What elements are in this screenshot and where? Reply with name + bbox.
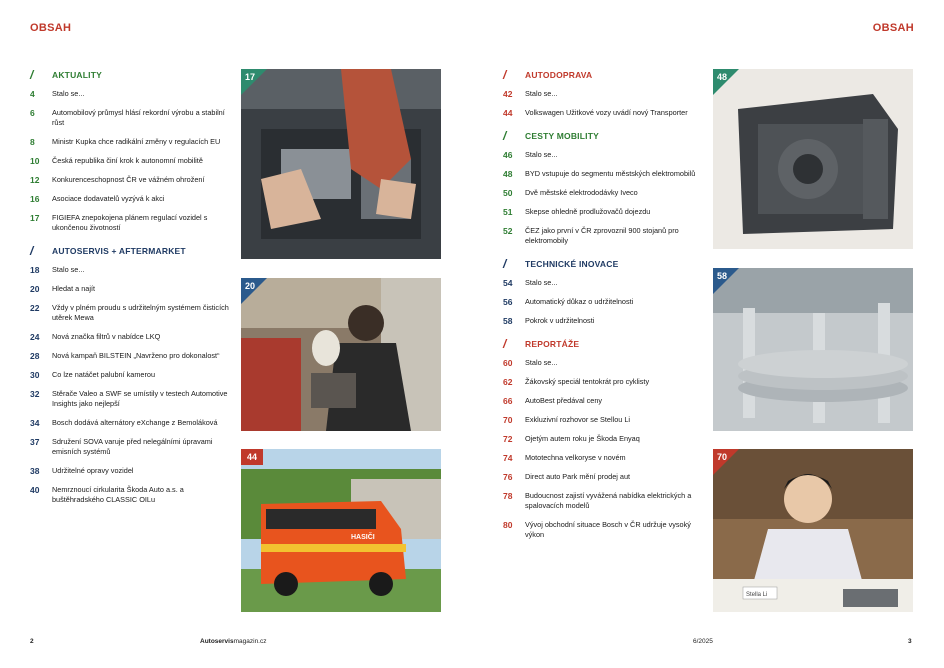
toc-entry[interactable] xyxy=(503,297,708,307)
entry-title: Dvě městské elektrododávky Iveco xyxy=(525,188,638,197)
page-number: 72 xyxy=(503,434,513,444)
page-number: 10 xyxy=(30,156,40,166)
page-number: 20 xyxy=(30,284,40,294)
entry-title: Budoucnost zajistí vyvážená nabídka elektrických a spalovacích modelů xyxy=(525,491,692,510)
page-number: 70 xyxy=(503,415,513,425)
site-logo-bold: Autoservis xyxy=(200,638,234,645)
section-title: AUTOSERVIS + AFTERMARKET xyxy=(52,246,186,256)
toc-entry[interactable] xyxy=(30,194,235,204)
page-number: 48 xyxy=(503,169,513,179)
entry-title: FIGIEFA znepokojena plánem regulací vozidel s ukončenou životností xyxy=(52,213,208,232)
page-number-left: 2 xyxy=(30,638,34,645)
toc-entry[interactable] xyxy=(503,491,708,511)
toc-entry[interactable] xyxy=(30,156,235,166)
engine-work-illustration xyxy=(241,69,441,259)
photo-badge-number: 48 xyxy=(717,72,728,82)
page-number: 24 xyxy=(30,332,40,342)
section-title: REPORTÁŽE xyxy=(525,339,580,349)
page-number: 74 xyxy=(503,453,513,463)
toc-entry[interactable] xyxy=(503,108,708,118)
entry-title: Direct auto Park mění prodej aut xyxy=(525,472,631,481)
page-number: 40 xyxy=(30,485,40,495)
toc-entry[interactable] xyxy=(503,415,708,425)
entry-title: Stalo se... xyxy=(52,265,85,274)
entry-title: Ojetým autem roku je Škoda Enyaq xyxy=(525,434,640,443)
page-number: 30 xyxy=(30,370,40,380)
toc-entry[interactable] xyxy=(30,303,235,323)
page-number: 12 xyxy=(30,175,40,185)
page-number: 17 xyxy=(30,213,40,223)
section-cesty-mobility xyxy=(503,127,708,246)
section-title: AKTUALITY xyxy=(52,70,102,80)
page-number: 46 xyxy=(503,150,513,160)
entry-title: Hledat a najít xyxy=(52,284,95,293)
page-number: 8 xyxy=(30,137,35,147)
toc-entry[interactable] xyxy=(30,418,235,428)
entry-title: Ministr Kupka chce radikální změny v regulacích EU xyxy=(52,137,221,146)
toc-right-column xyxy=(503,66,708,549)
entry-title: Udržitelné opravy vozidel xyxy=(52,466,134,475)
van-side-text: HASIČI xyxy=(351,534,375,541)
entry-title: BYD vstupuje do segmentu městských elektromobilů xyxy=(525,169,696,178)
entry-title: Stalo se... xyxy=(525,89,558,98)
section-title: CESTY MOBILITY xyxy=(525,131,599,141)
page-number: 22 xyxy=(30,303,40,313)
entry-title: Nová značka filtrů v nabídce LKQ xyxy=(52,332,161,341)
section-slash-icon: / xyxy=(30,68,34,82)
electric-drive-illustration xyxy=(713,69,913,249)
page-number: 37 xyxy=(30,437,40,447)
entry-title: Co lze natáčet palubní kamerou xyxy=(52,370,156,379)
page-header-right: OBSAH xyxy=(872,22,914,34)
toc-entry[interactable] xyxy=(30,389,235,409)
photo-mechanic-lamp[interactable] xyxy=(241,278,441,431)
page-number: 56 xyxy=(503,297,513,307)
photo-transporter-van[interactable] xyxy=(241,449,441,612)
entry-title: Stalo se... xyxy=(525,278,558,287)
metal-sheets-illustration xyxy=(713,268,913,431)
section-slash-icon: / xyxy=(503,68,507,82)
entry-title: Vývoj obchodní situace Bosch v ČR udržuje vysoký výkon xyxy=(525,520,691,539)
entry-title: Nemrznoucí cirkularita Škoda Auto a.s. a buštěhradského CLASSIC OILu xyxy=(52,485,184,504)
toc-entry[interactable] xyxy=(30,332,235,342)
toc-entry[interactable] xyxy=(503,520,708,540)
toc-entry[interactable] xyxy=(503,396,708,406)
photo-electric-drive[interactable] xyxy=(713,69,913,249)
toc-entry[interactable] xyxy=(30,466,235,476)
toc-entry[interactable] xyxy=(30,485,235,505)
photo-metal-sheets[interactable] xyxy=(713,268,913,431)
section-slash-icon: / xyxy=(503,337,507,351)
entry-title: AutoBest předával ceny xyxy=(525,396,603,405)
toc-entry[interactable] xyxy=(503,207,708,217)
page-number: 54 xyxy=(503,278,513,288)
entry-title: Žákovský speciál tentokrát pro cyklisty xyxy=(525,377,650,386)
page-number-right: 3 xyxy=(908,638,912,645)
toc-entry[interactable] xyxy=(30,108,235,128)
stella-li-illustration xyxy=(713,449,913,612)
photo-badge-number: 58 xyxy=(717,271,728,281)
toc-left-column xyxy=(30,66,235,514)
page-number: 34 xyxy=(30,418,40,428)
photo-badge-number: 44 xyxy=(247,452,258,462)
page-number: 18 xyxy=(30,265,40,275)
page-number: 38 xyxy=(30,466,40,476)
toc-entry[interactable] xyxy=(503,188,708,198)
toc-entry[interactable] xyxy=(503,472,708,482)
page-number: 60 xyxy=(503,358,513,368)
section-aktuality xyxy=(30,66,235,233)
entry-title: Asociace dodavatelů vyzývá k akci xyxy=(52,194,165,203)
entry-title: Automobilový průmysl hlásí rekordní výrobu a stabilní růst xyxy=(52,108,225,127)
section-autoservis xyxy=(30,242,235,505)
entry-title: Konkurenceschopnost ČR ve vážném ohrožení xyxy=(52,175,205,184)
page-number: 6 xyxy=(30,108,35,118)
section-slash-icon: / xyxy=(30,244,34,258)
page-number: 28 xyxy=(30,351,40,361)
section-slash-icon: / xyxy=(503,257,507,271)
page-number: 76 xyxy=(503,472,513,482)
page-number: 4 xyxy=(30,89,35,99)
entry-title: Stěrače Valeo a SWF se umístily v testech Automotive Insights jako nejlepší xyxy=(52,389,228,408)
toc-entry[interactable] xyxy=(30,284,235,294)
entry-title: Sdružení SOVA varuje před nelegálními úpravami emisních systémů xyxy=(52,437,213,456)
issue-number: 6/2025 xyxy=(693,638,713,645)
entry-title: Vždy v plném proudu s udržitelným systémem čisticích utěrek Mewa xyxy=(52,303,229,322)
page-number: 50 xyxy=(503,188,513,198)
section-title: AUTODOPRAVA xyxy=(525,70,593,80)
toc-entry[interactable] xyxy=(503,453,708,463)
photo-badge xyxy=(241,449,263,465)
toc-entry[interactable] xyxy=(30,370,235,380)
entry-title: Exkluzivní rozhovor se Stellou Li xyxy=(525,415,631,424)
photo-engine-work[interactable] xyxy=(241,69,441,259)
entry-title: Stalo se... xyxy=(52,89,85,98)
mechanic-lamp-illustration xyxy=(241,278,441,431)
page-number: 78 xyxy=(503,491,513,501)
entry-title: Bosch dodává alternátory eXchange z Bemoláková xyxy=(52,418,218,427)
page-number: 58 xyxy=(503,316,513,326)
entry-title: Automatický důkaz o udržitelnosti xyxy=(525,297,634,306)
page-number: 42 xyxy=(503,89,513,99)
toc-entry[interactable] xyxy=(503,226,708,246)
section-slash-icon: / xyxy=(503,129,507,143)
toc-entry[interactable] xyxy=(503,150,708,160)
toc-entry[interactable] xyxy=(503,358,708,368)
toc-entry[interactable] xyxy=(30,213,235,233)
section-autodoprava xyxy=(503,66,708,118)
page-number: 80 xyxy=(503,520,513,530)
entry-title: ČEZ jako první v ČR zprovoznil 900 stojanů pro elektromobily xyxy=(525,226,679,245)
page-number: 52 xyxy=(503,226,513,236)
toc-entry[interactable] xyxy=(503,169,708,179)
entry-title: Česká republika činí krok k autonomní mobilitě xyxy=(52,156,203,165)
entry-title: Skepse ohledně prodlužovačů dojezdu xyxy=(525,207,651,216)
section-technicke-inovace xyxy=(503,255,708,326)
toc-entry[interactable] xyxy=(30,265,235,275)
page-number: 51 xyxy=(503,207,513,217)
site-logo-rest: magazin.cz xyxy=(233,638,267,645)
site-logo[interactable] xyxy=(200,638,266,645)
toc-entry[interactable] xyxy=(30,137,235,147)
toc-entry[interactable] xyxy=(503,89,708,99)
toc-entry[interactable] xyxy=(30,437,235,457)
page-number: 62 xyxy=(503,377,513,387)
transporter-van-illustration xyxy=(241,449,441,612)
photo-stella-li[interactable] xyxy=(713,449,913,612)
photo-badge-number: 70 xyxy=(717,452,728,462)
toc-entry[interactable] xyxy=(503,434,708,444)
page-number: 66 xyxy=(503,396,513,406)
toc-entry[interactable] xyxy=(503,377,708,387)
toc-entry[interactable] xyxy=(503,278,708,288)
page-header-left: OBSAH xyxy=(30,22,72,34)
entry-title: Stalo se... xyxy=(525,150,558,159)
toc-entry[interactable] xyxy=(30,89,235,99)
entry-title: Volkswagen Užitkové vozy uvádí nový Transporter xyxy=(525,108,688,117)
entry-title: Mototechna velkoryse v novém xyxy=(525,453,626,462)
entry-title: Stalo se... xyxy=(525,358,558,367)
page-number: 44 xyxy=(503,108,513,118)
page-number: 16 xyxy=(30,194,40,204)
toc-entry[interactable] xyxy=(30,175,235,185)
entry-title: Pokrok v udržitelnosti xyxy=(525,316,595,325)
toc-entry[interactable] xyxy=(30,351,235,361)
entry-title: Nová kampaň BILSTEIN „Navrženo pro dokonalost“ xyxy=(52,351,220,360)
section-title: TECHNICKÉ INOVACE xyxy=(525,259,619,269)
section-reportaze xyxy=(503,335,708,540)
toc-entry[interactable] xyxy=(503,316,708,326)
photo-badge-number: 17 xyxy=(245,72,256,82)
nameplate-text: Stella Li xyxy=(746,592,768,598)
photo-badge-number: 20 xyxy=(245,281,256,291)
page-number: 32 xyxy=(30,389,40,399)
